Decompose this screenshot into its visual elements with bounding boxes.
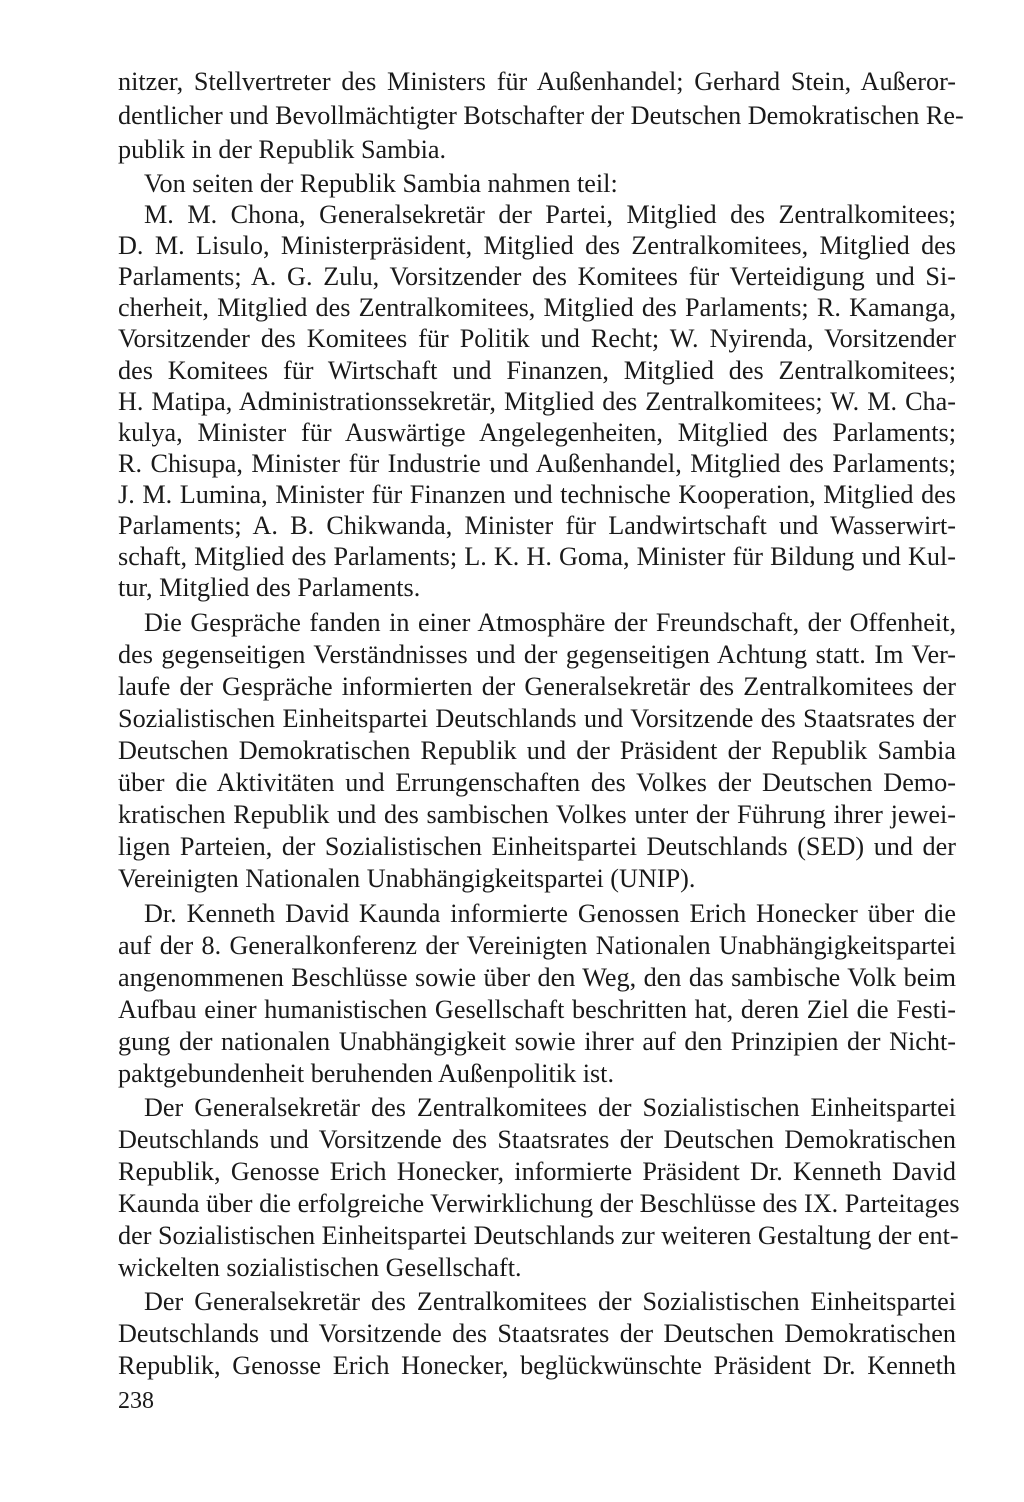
text-line: des Komitees für Wirtschaft und Finanzen, Mitglied des Zentralkomitees;: [118, 356, 956, 385]
text-line: Aufbau einer humanistischen Gesellschaft beschritten hat, deren Ziel die Festi-: [118, 995, 956, 1024]
text-line: Die Gespräche fanden in einer Atmosphäre der Freundschaft, der Offenheit,: [144, 608, 956, 637]
text-line: der Sozialistischen Einheitspartei Deutschlands zur weiteren Gestaltung der ent-: [118, 1221, 959, 1250]
text-line: Der Generalsekretär des Zentralkomitees der Sozialistischen Einheitspartei: [144, 1093, 956, 1122]
text-line: gung der nationalen Unabhängigkeit sowie ihrer auf den Prinzipien der Nicht-: [118, 1027, 956, 1056]
text-line: auf der 8. Generalkonferenz der Vereinigten Nationalen Unabhängigkeitspartei: [118, 931, 956, 960]
text-line: Deutschlands und Vorsitzende des Staatsrates der Deutschen Demokratischen: [118, 1125, 956, 1154]
text-line: Republik, Genosse Erich Honecker, informierte Präsident Dr. Kenneth David: [118, 1157, 956, 1186]
text-line: Parlaments; A. G. Zulu, Vorsitzender des Komitees für Verteidigung und Si-: [118, 262, 956, 291]
text-line: Von seiten der Republik Sambia nahmen teil:: [144, 169, 618, 198]
text-line: H. Matipa, Administrationssekretär, Mitglied des Zentralkomitees; W. M. Cha-: [118, 387, 956, 416]
page-number: 238: [118, 1388, 154, 1414]
text-line: Parlaments; A. B. Chikwanda, Minister für Landwirtschaft und Wasserwirt-: [118, 511, 956, 540]
text-line: kratischen Republik und des sambischen Volkes unter der Führung ihrer jewei-: [118, 800, 956, 829]
text-line: schaft, Mitglied des Parlaments; L. K. H. Goma, Minister für Bildung und Kul-: [118, 542, 956, 571]
text-line: M. M. Chona, Generalsekretär der Partei, Mitglied des Zentralkomitees;: [144, 200, 956, 229]
text-line: R. Chisupa, Minister für Industrie und Außenhandel, Mitglied des Parlaments;: [118, 449, 956, 478]
text-line: angenommenen Beschlüsse sowie über den Weg, den das sambische Volk beim: [118, 963, 956, 992]
text-line: wickelten sozialistischen Gesellschaft.: [118, 1253, 522, 1282]
text-line: ligen Parteien, der Sozialistischen Einheitspartei Deutschlands (SED) und der: [118, 832, 956, 861]
text-line: Sozialistischen Einheitspartei Deutschlands und Vorsitzende des Staatsrates der: [118, 704, 956, 733]
text-line: Der Generalsekretär des Zentralkomitees der Sozialistischen Einheitspartei: [144, 1287, 956, 1316]
text-line: über die Aktivitäten und Errungenschaften des Volkes der Deutschen Demo-: [118, 768, 956, 797]
text-line: Kaunda über die erfolgreiche Verwirklichung der Beschlüsse des IX. Parteitages: [118, 1189, 960, 1218]
text-line: D. M. Lisulo, Ministerpräsident, Mitglied des Zentralkomitees, Mitglied des: [118, 231, 956, 260]
text-line: dentlicher und Bevollmächtigter Botschafter der Deutschen Demokratischen Re-: [118, 101, 964, 130]
text-line: tur, Mitglied des Parlaments.: [118, 573, 421, 602]
text-line: laufe der Gespräche informierten der Generalsekretär des Zentralkomitees der: [118, 672, 956, 701]
text-line: nitzer, Stellvertreter des Ministers für Außenhandel; Gerhard Stein, Außeror-: [118, 67, 956, 96]
text-line: Dr. Kenneth David Kaunda informierte Genossen Erich Honecker über die: [144, 899, 956, 928]
text-line: Vereinigten Nationalen Unabhängigkeitspartei (UNIP).: [118, 864, 696, 893]
text-line: des gegenseitigen Verständnisses und der gegenseitigen Achtung statt. Im Ver-: [118, 640, 956, 669]
text-line: Deutschlands und Vorsitzende des Staatsrates der Deutschen Demokratischen: [118, 1319, 956, 1348]
text-line: cherheit, Mitglied des Zentralkomitees, Mitglied des Parlaments; R. Kamanga,: [118, 293, 956, 322]
text-line: Vorsitzender des Komitees für Politik und Recht; W. Nyirenda, Vorsitzender: [118, 324, 956, 353]
text-line: Deutschen Demokratischen Republik und der Präsident der Republik Sambia: [118, 736, 956, 765]
text-line: paktgebundenheit beruhenden Außenpolitik ist.: [118, 1059, 615, 1088]
text-line: kulya, Minister für Auswärtige Angelegenheiten, Mitglied des Parlaments;: [118, 418, 956, 447]
text-line: publik in der Republik Sambia.: [118, 135, 447, 164]
text-line: Republik, Genosse Erich Honecker, beglückwünschte Präsident Dr. Kenneth: [118, 1351, 956, 1380]
text-line: J. M. Lumina, Minister für Finanzen und technische Kooperation, Mitglied des: [118, 480, 956, 509]
